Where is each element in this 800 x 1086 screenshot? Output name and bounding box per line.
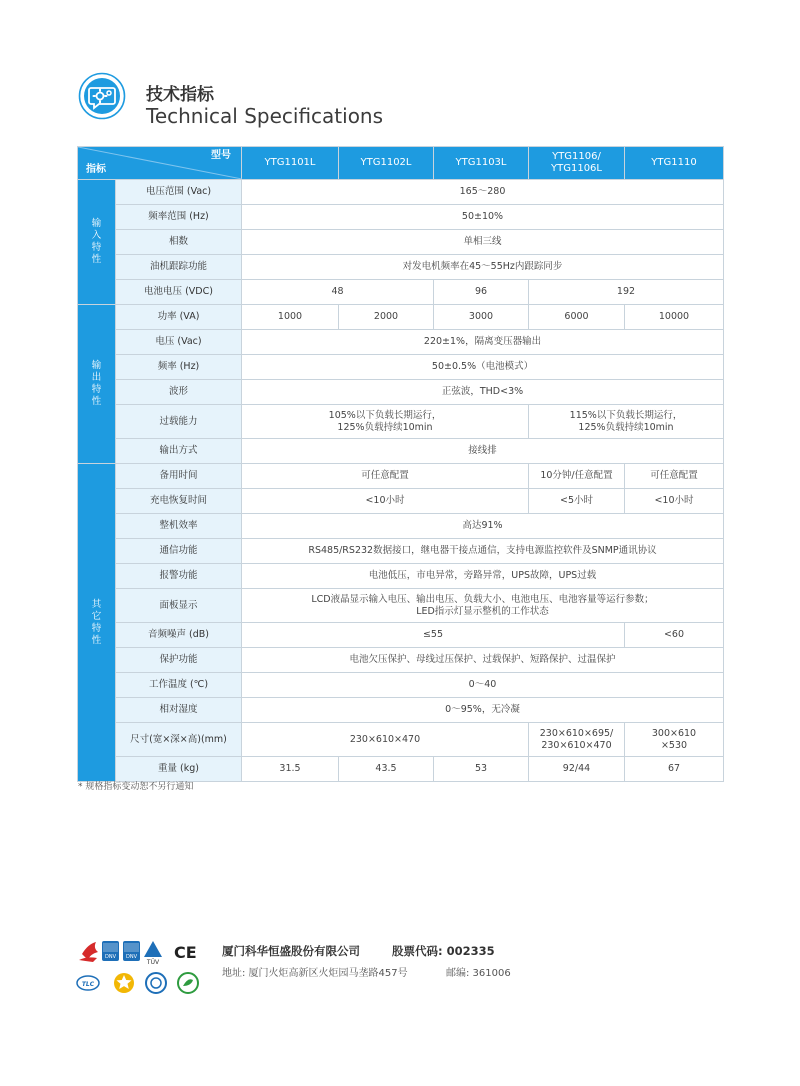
- table-row: [78, 489, 724, 514]
- table-row: [78, 305, 724, 330]
- table-row: [78, 648, 724, 673]
- param-label: 功率 (VA): [116, 305, 242, 330]
- param-value: 53: [434, 757, 529, 782]
- svg-text:DNV: DNV: [104, 954, 117, 960]
- param-label: 相数: [116, 230, 242, 255]
- param-value: RS485/RS232数据接口，继电器干接点通信，支持电源监控软件及SNMP通讯协议: [242, 539, 724, 564]
- table-row: [78, 539, 724, 564]
- model-header: YTG1101L: [242, 147, 339, 180]
- param-value: 电池低压，市电异常，旁路异常，UPS故障，UPS过载: [242, 564, 724, 589]
- param-value: 220±1%，隔离变压器输出: [242, 330, 724, 355]
- param-value: 192: [529, 280, 724, 305]
- param-value: 96: [434, 280, 529, 305]
- gear-chat-icon: [78, 72, 126, 120]
- param-label: 尺寸(宽×深×高)(mm): [116, 723, 242, 757]
- param-value: 0～95%，无冷凝: [242, 698, 724, 723]
- table-row: [78, 464, 724, 489]
- param-value: ≤55: [242, 623, 625, 648]
- param-label: 电压范围 (Vac): [116, 180, 242, 205]
- param-label: 通信功能: [116, 539, 242, 564]
- param-value: 105%以下负载长期运行， 125%负载持续10min: [242, 405, 529, 439]
- param-label: 油机跟踪功能: [116, 255, 242, 280]
- table-row: [78, 589, 724, 623]
- table-row: [78, 439, 724, 464]
- svg-text:CE: CE: [174, 943, 197, 962]
- model-header: YTG1110: [625, 147, 724, 180]
- table-row: [78, 623, 724, 648]
- param-value: 10分钟/任意配置: [529, 464, 625, 489]
- param-value: 50±10%: [242, 205, 724, 230]
- param-value: 正弦波，THD<3%: [242, 380, 724, 405]
- model-header: YTG1106/ YTG1106L: [529, 147, 625, 180]
- param-value: 48: [242, 280, 434, 305]
- table-row: [78, 330, 724, 355]
- param-value: 接线排: [242, 439, 724, 464]
- param-label: 面板显示: [116, 589, 242, 623]
- corner-label-model: 型号: [211, 150, 231, 161]
- certification-logos: [76, 938, 208, 998]
- company-address: 地址: 厦门火炬高新区火炬园马垄路457号: [222, 968, 408, 979]
- group-label-input: 输入特性: [78, 180, 116, 305]
- param-value: 43.5: [339, 757, 434, 782]
- corner-cell: [78, 147, 242, 180]
- param-value: 6000: [529, 305, 625, 330]
- table-row: [78, 205, 724, 230]
- table-row: [78, 355, 724, 380]
- param-label: 过载能力: [116, 405, 242, 439]
- kehua-logo-icon: [79, 942, 98, 962]
- param-label: 电池电压 (VDC): [116, 280, 242, 305]
- param-label: 音频噪声 (dB): [116, 623, 242, 648]
- table-row: [78, 405, 724, 439]
- param-value: 50±0.5%（电池模式）: [242, 355, 724, 380]
- param-label: 报警功能: [116, 564, 242, 589]
- param-value: 1000: [242, 305, 339, 330]
- param-value: 67: [625, 757, 724, 782]
- company-name: 厦门科华恒盛股份有限公司: [222, 944, 360, 958]
- param-label: 频率 (Hz): [116, 355, 242, 380]
- spec-table: [77, 146, 724, 782]
- table-row: [78, 280, 724, 305]
- table-header-row: [78, 147, 724, 180]
- param-value: 可任意配置: [625, 464, 724, 489]
- param-value: <10小时: [242, 489, 529, 514]
- param-value: 300×610 ×530: [625, 723, 724, 757]
- param-label: 保护功能: [116, 648, 242, 673]
- param-label: 工作温度 (℃): [116, 673, 242, 698]
- table-row: [78, 180, 724, 205]
- table-row: [78, 757, 724, 782]
- param-value: 92/44: [529, 757, 625, 782]
- param-value: 165～280: [242, 180, 724, 205]
- postcode: 邮编: 361006: [446, 968, 511, 979]
- param-value: 高达91%: [242, 514, 724, 539]
- table-row: [78, 514, 724, 539]
- group-label-other: 其它特性: [78, 464, 116, 782]
- safety-cert-icon: [146, 973, 166, 993]
- quality-award-icon: [114, 973, 134, 993]
- ce-mark-icon: [174, 943, 197, 962]
- param-value: 对发电机频率在45～55Hz内跟踪同步: [242, 255, 724, 280]
- param-value: <60: [625, 623, 724, 648]
- page-title-en: Technical Specifications: [146, 104, 384, 128]
- svg-text:TÜV: TÜV: [146, 959, 160, 966]
- param-value: 电池欠压保护、母线过压保护、过载保护、短路保护、过温保护: [242, 648, 724, 673]
- param-label: 整机效率: [116, 514, 242, 539]
- table-row: [78, 255, 724, 280]
- param-value: 10000: [625, 305, 724, 330]
- param-value: 230×610×470: [242, 723, 529, 757]
- footnote: * 规格指标变动恕不另行通知: [78, 782, 194, 792]
- table-row: [78, 564, 724, 589]
- param-value: 31.5: [242, 757, 339, 782]
- page-title-cn: 技术指标: [146, 85, 214, 105]
- param-value: 单相三线: [242, 230, 724, 255]
- param-label: 输出方式: [116, 439, 242, 464]
- table-row: [78, 673, 724, 698]
- param-label: 波形: [116, 380, 242, 405]
- stock-code: 股票代码: 002335: [392, 944, 495, 958]
- param-value: 230×610×695/ 230×610×470: [529, 723, 625, 757]
- param-value: 可任意配置: [242, 464, 529, 489]
- dnv-cert-icon-2: [123, 941, 140, 961]
- tlc-cert-icon: [77, 976, 99, 990]
- tuv-cert-icon: [144, 941, 162, 966]
- table-row: [78, 698, 724, 723]
- corner-label-indicator: 指标: [86, 164, 106, 175]
- model-header: YTG1102L: [339, 147, 434, 180]
- table-row: [78, 230, 724, 255]
- param-value: 0～40: [242, 673, 724, 698]
- param-label: 相对湿度: [116, 698, 242, 723]
- group-label-output: 输出特性: [78, 305, 116, 464]
- param-label: 重量 (kg): [116, 757, 242, 782]
- svg-text:DNV: DNV: [125, 954, 138, 960]
- svg-text:TLC: TLC: [81, 981, 95, 988]
- param-value: <5小时: [529, 489, 625, 514]
- param-value: LCD液晶显示输入电压、输出电压、负载大小、电池电压、电池容量等运行参数； LED指示灯显示整机的工作状态: [242, 589, 724, 623]
- environmental-cert-icon: [178, 973, 198, 993]
- param-label: 充电恢复时间: [116, 489, 242, 514]
- param-label: 电压 (Vac): [116, 330, 242, 355]
- param-label: 备用时间: [116, 464, 242, 489]
- table-row: [78, 723, 724, 757]
- model-header: YTG1103L: [434, 147, 529, 180]
- param-value: 3000: [434, 305, 529, 330]
- param-value: 2000: [339, 305, 434, 330]
- param-value: 115%以下负载长期运行， 125%负载持续10min: [529, 405, 724, 439]
- param-label: 频率范围 (Hz): [116, 205, 242, 230]
- table-row: [78, 380, 724, 405]
- dnv-cert-icon: [102, 941, 119, 961]
- param-value: <10小时: [625, 489, 724, 514]
